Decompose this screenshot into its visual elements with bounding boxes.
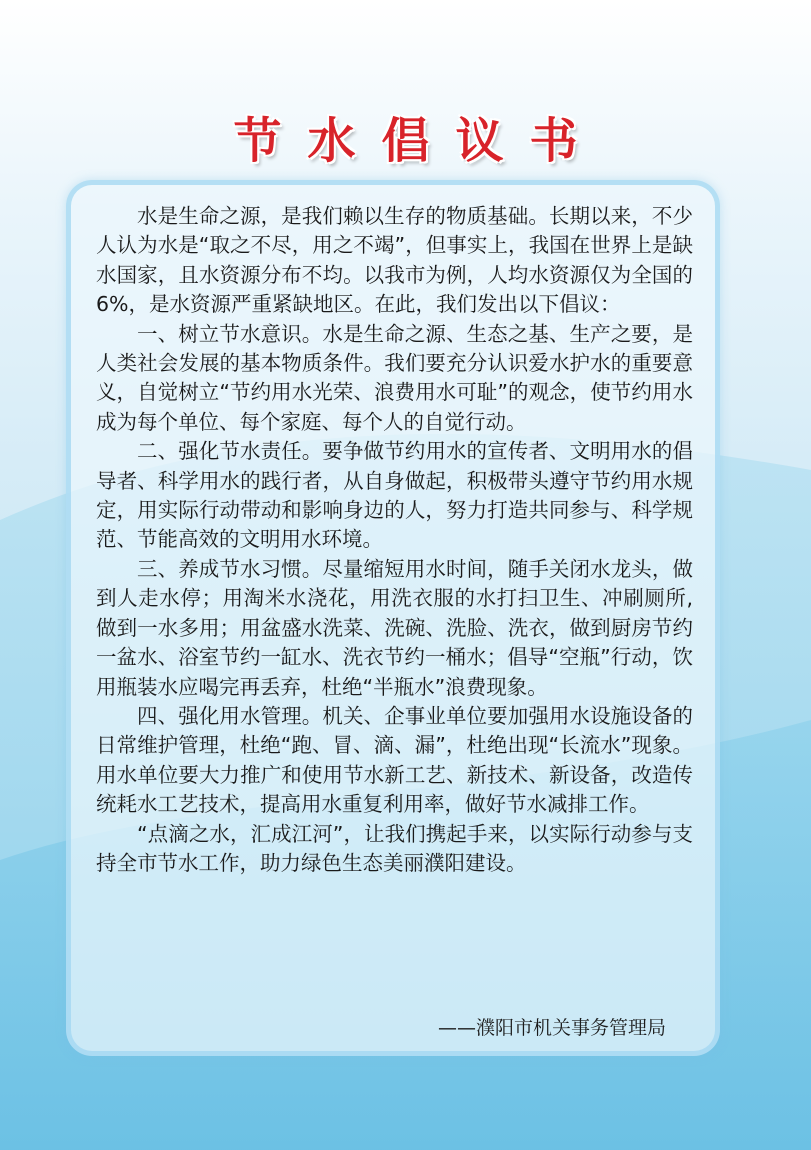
paragraph-4: 四、强化用水管理。机关、企事业单位要加强用水设施设备的日常维护管理，杜绝“跑、冒、滴、漏”，杜绝出现“长流水”现象。用水单位要大力推广和使用节水新工艺、新技术、新设备，改造传统耗水工艺技术，提高用水重复利用率，做好节水减排工作。	[96, 703, 693, 817]
paragraph-3: 三、养成节水习惯。尽量缩短用水时间，随手关闭水龙头，做到人走水停；用淘米水浇花，用洗衣服的水打扫卫生、冲刷厕所,做到一水多用；用盆盛水洗菜、洗碗、洗脸、洗衣，做到厨房节约一盆水、浴室节约一缸水、洗衣节约一桶水；倡导“空瓶”行动，饮用瓶装水应喝完再丢弃，杜绝“半瓶水”浪费现象。	[96, 556, 693, 699]
paragraph-2: 二、强化节水责任。要争做节约用水的宣传者、文明用水的倡导者、科学用水的践行者，从自身做起，积极带头遵守节约用水规定，用实际行动带动和影响身边的人，努力打造共同参与、科学规范、节能高效的文明用水环境。	[96, 439, 693, 552]
proposal-body	[96, 202, 693, 878]
signature: ——濮阳市机关事务管理局	[437, 1017, 666, 1039]
page-title: 节水倡议书	[233, 113, 604, 169]
paragraph-intro: 水是生命之源，是我们赖以生存的物质基础。长期以来，不少人认为水是“取之不尽，用之不竭”，但事实上，我国在世界上是缺水国家，且水资源分布不均。以我市为例，人均水资源仅为全国的6%，是水资源严重紧缺地区。在此，我们发出以下倡议：	[96, 204, 693, 317]
paragraph-1: 一、树立节水意识。水是生命之源、生态之基、生产之要，是人类社会发展的基本物质条件。我们要充分认识爱水护水的重要意义，自觉树立“节约用水光荣、浪费用水可耻”的观念，使节约用水成为每个单位、每个家庭、每个人的自觉行动。	[96, 321, 693, 434]
paragraph-closing: “点滴之水，汇成江河”，让我们携起手来，以实际行动参与支持全市节水工作，助力绿色生态美丽濮阳建设。	[96, 821, 693, 875]
